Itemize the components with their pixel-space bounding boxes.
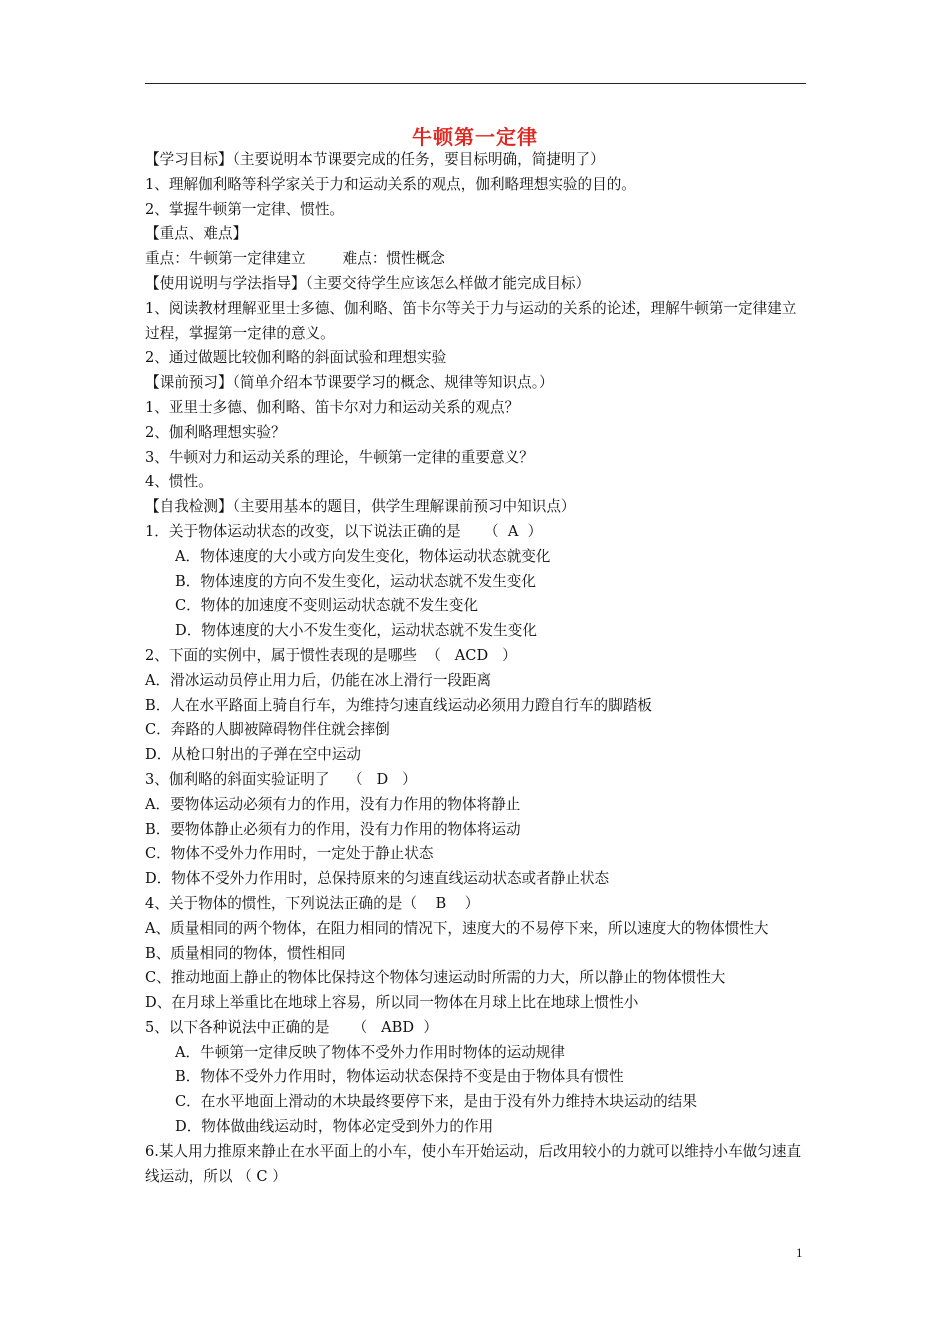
- preview-item-2: 2、伽利略理想实验？: [145, 423, 286, 441]
- question-5-option-c: C．在水平地面上滑动的木块最终要停下来，是由于没有外力维持木块运动的结果: [175, 1093, 697, 1111]
- page-number: 1: [796, 1245, 803, 1260]
- document-body: [145, 148, 810, 1189]
- key-points-line: 重点：牛顿第一定律建立 难点：惯性概念: [145, 250, 445, 268]
- question-1: 1．关于物体运动状态的改变，以下说法正确的是 （ A ）: [145, 522, 543, 540]
- question-4-option-a: A、质量相同的两个物体，在阻力相同的情况下，速度大的不易停下来，所以速度大的物体惯性大: [145, 919, 769, 937]
- page-title: 牛顿第一定律: [412, 125, 538, 149]
- section-heading-guidance: 【使用说明与学法指导】（主要交待学生应该怎么样做才能完成目标）: [145, 274, 591, 292]
- section-heading-objectives: 【学习目标】（主要说明本节课要完成的任务，要目标明确，简捷明了）: [145, 151, 605, 168]
- question-3-option-a: A．要物体运动必须有力的作用，没有力作用的物体将静止: [145, 795, 521, 813]
- guidance-item-1: 1、阅读教材理解亚里士多德、伽利略、笛卡尔等关于力与运动的关系的论述，理解牛顿第一定律建立过程，掌握第一定律的意义。: [145, 299, 797, 342]
- question-2-option-a: A．滑冰运动员停止用力后，仍能在冰上滑行一段距离: [145, 671, 492, 689]
- preview-item-3: 3、牛顿对力和运动关系的理论，牛顿第一定律的重要意义？: [145, 448, 534, 466]
- question-3-option-c: C．物体不受外力作用时，一定处于静止状态: [145, 845, 434, 863]
- preview-item-4: 4、惯性。: [145, 473, 213, 491]
- question-1-option-a: A．物体速度的大小或方向发生变化，物体运动状态就变化: [175, 547, 551, 565]
- question-6: 6.某人用力推原来静止在水平面上的小车，使小车开始运动，后改用较小的力就可以维持小车做匀速直线运动，所以 （ C ）: [145, 1142, 802, 1185]
- question-2-option-c: C．奔路的人脚被障碍物伴住就会摔倒: [145, 721, 390, 739]
- question-2-option-d: D．从枪口射出的子弹在空中运动: [145, 746, 362, 764]
- section-heading-preview: 【课前预习】（简单介绍本节课要学习的概念、规律等知识点。）: [145, 374, 554, 392]
- question-3-option-d: D．物体不受外力作用时，总保持原来的匀速直线运动状态或者静止状态: [145, 870, 610, 888]
- header-rule: [145, 83, 806, 84]
- question-1-option-c: C．物体的加速度不变则运动状态就不发生变化: [175, 597, 479, 615]
- question-1-option-d: D．物体速度的大小不发生变化，运动状态就不发生变化: [175, 622, 537, 640]
- objective-item-1: 1、理解伽利略等科学家关于力和运动关系的观点，伽利略理想实验的目的。: [145, 175, 636, 193]
- question-5-option-a: A．牛顿第一定律反映了物体不受外力作用时物体的运动规律: [175, 1043, 565, 1061]
- question-5-option-d: D．物体做曲线运动时，物体必定受到外力的作用: [175, 1118, 494, 1136]
- question-3-option-b: B．要物体静止必须有力的作用，没有力作用的物体将运动: [145, 820, 521, 838]
- section-heading-self-test: 【自我检测】（主要用基本的题目，供学生理解课前预习中知识点）: [145, 498, 576, 516]
- guidance-item-2: 2、通过做题比较伽利略的斜面试验和理想实验: [145, 349, 447, 367]
- question-4: 4、关于物体的惯性，下列说法正确的是（ B ）: [145, 894, 480, 912]
- question-5: 5、以下各种说法中正确的是 （ ABD ）: [145, 1018, 438, 1036]
- section-heading-key-points: 【重点、难点】: [145, 225, 248, 243]
- question-4-option-d: D、在月球上举重比在地球上容易，所以同一物体在月球上比在地球上惯性小: [145, 994, 639, 1012]
- question-4-option-b: B、质量相同的物体，惯性相同: [145, 944, 346, 962]
- question-3: 3、伽利略的斜面实验证明了 （ D ）: [145, 770, 417, 788]
- objective-item-2: 2、掌握牛顿第一定律、惯性。: [145, 200, 345, 218]
- question-2: 2、下面的实例中，属于惯性表现的是哪些 （ ACD ）: [145, 646, 517, 664]
- question-1-option-b: B．物体速度的方向不发生变化，运动状态就不发生变化: [175, 572, 536, 590]
- preview-item-1: 1、亚里士多德、伽利略、笛卡尔对力和运动关系的观点？: [145, 398, 520, 416]
- question-2-option-b: B．人在水平路面上骑自行车，为维持匀速直线运动必须用力蹬自行车的脚踏板: [145, 696, 652, 714]
- question-4-option-c: C、推动地面上静止的物体比保持这个物体匀速运动时所需的力大，所以静止的物体惯性大: [145, 969, 726, 987]
- question-5-option-b: B．物体不受外力作用时，物体运动状态保持不变是由于物体具有惯性: [175, 1068, 624, 1086]
